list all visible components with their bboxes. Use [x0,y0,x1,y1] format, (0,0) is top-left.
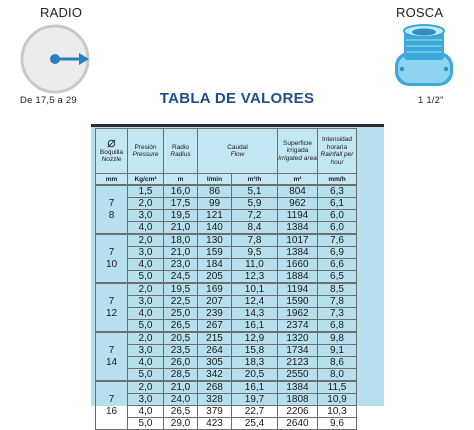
area-cell: 1734 [278,345,318,357]
rainfall-cell: 6,5 [318,271,357,284]
flow-lmin-cell: 423 [198,418,232,430]
nozzle-cell [96,234,128,283]
area-cell: 962 [278,198,318,210]
pressure-cell: 4,0 [128,406,164,418]
flow-lmin-cell: 239 [198,308,232,320]
flow-lmin-cell: 268 [198,381,232,394]
flow-lmin-cell: 121 [198,210,232,222]
pressure-cell: 5,0 [128,320,164,333]
rainfall-cell: 6,9 [318,247,357,259]
table-body [96,185,357,430]
rainfall-cell: 7,3 [318,308,357,320]
pressure-cell: 4,0 [128,222,164,235]
flow-m3h-cell: 7,8 [232,234,278,247]
flow-m3h-cell: 25,4 [232,418,278,430]
flow-m3h-cell: 9,5 [232,247,278,259]
area-cell: 2550 [278,369,318,382]
flow-m3h-cell: 16,1 [232,320,278,333]
diameter-icon [107,139,116,148]
nozzle-cell [96,381,128,430]
flow-m3h-cell: 5,1 [232,185,278,198]
flow-m3h-cell: 15,8 [232,345,278,357]
header-area-es: Superficie irrigada [283,139,312,155]
area-cell: 2123 [278,357,318,369]
table-row [96,222,357,235]
area-cell: 1384 [278,381,318,394]
rainfall-cell: 6,3 [318,185,357,198]
table-title: TABLA DE VALORES [159,90,315,107]
radius-cell: 23,0 [164,259,198,271]
header-nozzle [96,129,128,174]
area-cell: 1194 [278,283,318,296]
nozzle-b: 14 [105,356,118,368]
radius-cell: 18,0 [164,234,198,247]
nozzle-a: 7 [108,393,115,405]
thread-fitting-icon [392,22,456,92]
radius-cell: 26,5 [164,320,198,333]
rainfall-cell: 8,6 [318,357,357,369]
area-cell: 1384 [278,222,318,235]
radius-cell: 16,0 [164,185,198,198]
radius-cell: 17,5 [164,198,198,210]
flow-m3h-cell: 19,7 [232,394,278,406]
radius-circle-icon [20,24,90,94]
nozzle-a: 7 [108,246,115,258]
rainfall-cell: 6,0 [318,222,357,235]
flow-lmin-cell: 215 [198,332,232,345]
flow-m3h-cell: 14,3 [232,308,278,320]
table-row [96,247,357,259]
flow-m3h-cell: 11,0 [232,259,278,271]
radius-cell: 26,0 [164,357,198,369]
header-row [96,129,357,174]
radio-range: De 17,5 a 29 [20,95,77,106]
table-row [96,369,357,382]
table-row [96,296,357,308]
flow-lmin-cell: 184 [198,259,232,271]
unit-nozzle: mm [96,174,128,186]
header-rainfall-es: Intensidad horaria [322,136,352,151]
unit-area: m² [278,174,318,186]
flow-lmin-cell: 305 [198,357,232,369]
nozzle-b: 10 [105,258,118,270]
rainfall-cell: 10,9 [318,394,357,406]
rosca-size: 1 1/2" [418,95,444,106]
header-flow-es: Caudal [227,143,248,151]
table-row [96,198,357,210]
flow-m3h-cell: 22,7 [232,406,278,418]
header-flow [198,129,278,174]
rainfall-cell: 6,1 [318,198,357,210]
flow-lmin-cell: 86 [198,185,232,198]
header-area [278,129,318,174]
radio-label: RADIO [40,5,83,20]
flow-lmin-cell: 205 [198,271,232,284]
flow-m3h-cell: 10,1 [232,283,278,296]
rainfall-cell: 6,0 [318,210,357,222]
header-pressure [128,129,164,174]
header-radius-es: Radio [172,143,189,151]
header-nozzle-es: Boquilla [99,148,124,156]
pressure-cell: 2,0 [128,381,164,394]
table-row [96,259,357,271]
flow-m3h-cell: 8,4 [232,222,278,235]
nozzle-b: 8 [108,209,115,221]
pressure-cell: 2,0 [128,332,164,345]
flow-lmin-cell: 342 [198,369,232,382]
flow-lmin-cell: 379 [198,406,232,418]
pressure-cell: 5,0 [128,418,164,430]
unit-row [96,174,357,186]
flow-lmin-cell: 169 [198,283,232,296]
pressure-cell: 3,0 [128,247,164,259]
pressure-cell: 3,0 [128,296,164,308]
values-table-frame [91,124,384,429]
pressure-cell: 4,0 [128,259,164,271]
pressure-cell: 3,0 [128,394,164,406]
header-pressure-es: Presión [134,143,157,151]
pressure-cell: 1,5 [128,185,164,198]
radius-cell: 19,5 [164,283,198,296]
header-rainfall-en: Rainfall per hour [320,151,354,166]
radius-cell: 20,5 [164,332,198,345]
area-cell: 2374 [278,320,318,333]
pressure-cell: 3,0 [128,210,164,222]
table-row [96,332,357,345]
flow-lmin-cell: 159 [198,247,232,259]
flow-lmin-cell: 264 [198,345,232,357]
radius-cell: 19,5 [164,210,198,222]
nozzle-b: 16 [105,405,118,417]
unit-rainfall: mm/h [318,174,357,186]
table-row [96,283,357,296]
radius-cell: 23,5 [164,345,198,357]
flow-m3h-cell: 20,5 [232,369,278,382]
area-cell: 1884 [278,271,318,284]
table-row [96,271,357,284]
rainfall-cell: 11,5 [318,381,357,394]
unit-pressure: Kg/cm² [128,174,164,186]
rainfall-cell: 9,1 [318,345,357,357]
pressure-cell: 4,0 [128,308,164,320]
table-row [96,210,357,222]
table-row [96,345,357,357]
area-cell: 1017 [278,234,318,247]
unit-flow-m3h: m³/h [232,174,278,186]
nozzle-cell [96,283,128,332]
area-cell: 1384 [278,247,318,259]
table-row [96,394,357,406]
flow-m3h-cell: 18,3 [232,357,278,369]
area-cell: 1194 [278,210,318,222]
pressure-cell: 2,0 [128,198,164,210]
flow-lmin-cell: 130 [198,234,232,247]
area-cell: 2640 [278,418,318,430]
table-row [96,418,357,430]
area-cell: 1808 [278,394,318,406]
rainfall-cell: 9,6 [318,418,357,430]
flow-lmin-cell: 267 [198,320,232,333]
flow-lmin-cell: 207 [198,296,232,308]
unit-radius: m [164,174,198,186]
radius-cell: 22,5 [164,296,198,308]
values-table [95,128,357,430]
flow-m3h-cell: 12,3 [232,271,278,284]
rainfall-cell: 9,8 [318,332,357,345]
radius-cell: 28,5 [164,369,198,382]
nozzle-cell [96,185,128,234]
rainfall-cell: 8,5 [318,283,357,296]
pressure-cell: 2,0 [128,283,164,296]
header-radius [164,129,198,174]
flow-m3h-cell: 12,9 [232,332,278,345]
table-row [96,320,357,333]
area-cell: 804 [278,185,318,198]
area-cell: 1962 [278,308,318,320]
nozzle-a: 7 [108,295,115,307]
area-cell: 1590 [278,296,318,308]
radius-cell: 21,0 [164,247,198,259]
rainfall-cell: 8,0 [318,369,357,382]
flow-m3h-cell: 16,1 [232,381,278,394]
pressure-cell: 4,0 [128,357,164,369]
pressure-cell: 3,0 [128,345,164,357]
nozzle-a: 7 [108,344,115,356]
area-cell: 1660 [278,259,318,271]
pressure-cell: 2,0 [128,234,164,247]
header-pressure-en: Pressure [132,151,159,158]
rosca-label: ROSCA [396,5,444,20]
table-row [96,381,357,394]
table-row [96,357,357,369]
radius-cell: 25,0 [164,308,198,320]
header-rainfall [318,129,357,174]
header-radius-en: Radius [170,151,191,158]
area-cell: 1320 [278,332,318,345]
table-row [96,308,357,320]
rainfall-cell: 6,6 [318,259,357,271]
header-flow-en: Flow [230,151,245,158]
nozzle-b: 12 [105,307,118,319]
unit-flow-lmin: l/min [198,174,232,186]
flow-m3h-cell: 7,2 [232,210,278,222]
radius-cell: 21,0 [164,381,198,394]
header-nozzle-en: Nozzle [101,156,122,163]
radius-cell: 26,5 [164,406,198,418]
area-cell: 2206 [278,406,318,418]
nozzle-cell [96,332,128,381]
flow-lmin-cell: 328 [198,394,232,406]
flow-m3h-cell: 12,4 [232,296,278,308]
rainfall-cell: 6,8 [318,320,357,333]
table-row [96,234,357,247]
rainfall-cell: 7,8 [318,296,357,308]
flow-lmin-cell: 99 [198,198,232,210]
rainfall-cell: 10,3 [318,406,357,418]
pressure-cell: 5,0 [128,369,164,382]
flow-lmin-cell: 140 [198,222,232,235]
radius-cell: 24,0 [164,394,198,406]
pressure-cell: 5,0 [128,271,164,284]
rainfall-cell: 7,6 [318,234,357,247]
nozzle-a: 7 [108,197,115,209]
header-area-en: Irrigated area [278,154,317,162]
radius-cell: 24,5 [164,271,198,284]
table-row [96,406,357,418]
flow-m3h-cell: 5,9 [232,198,278,210]
radius-cell: 29,0 [164,418,198,430]
radius-cell: 21,0 [164,222,198,235]
table-row [96,185,357,198]
